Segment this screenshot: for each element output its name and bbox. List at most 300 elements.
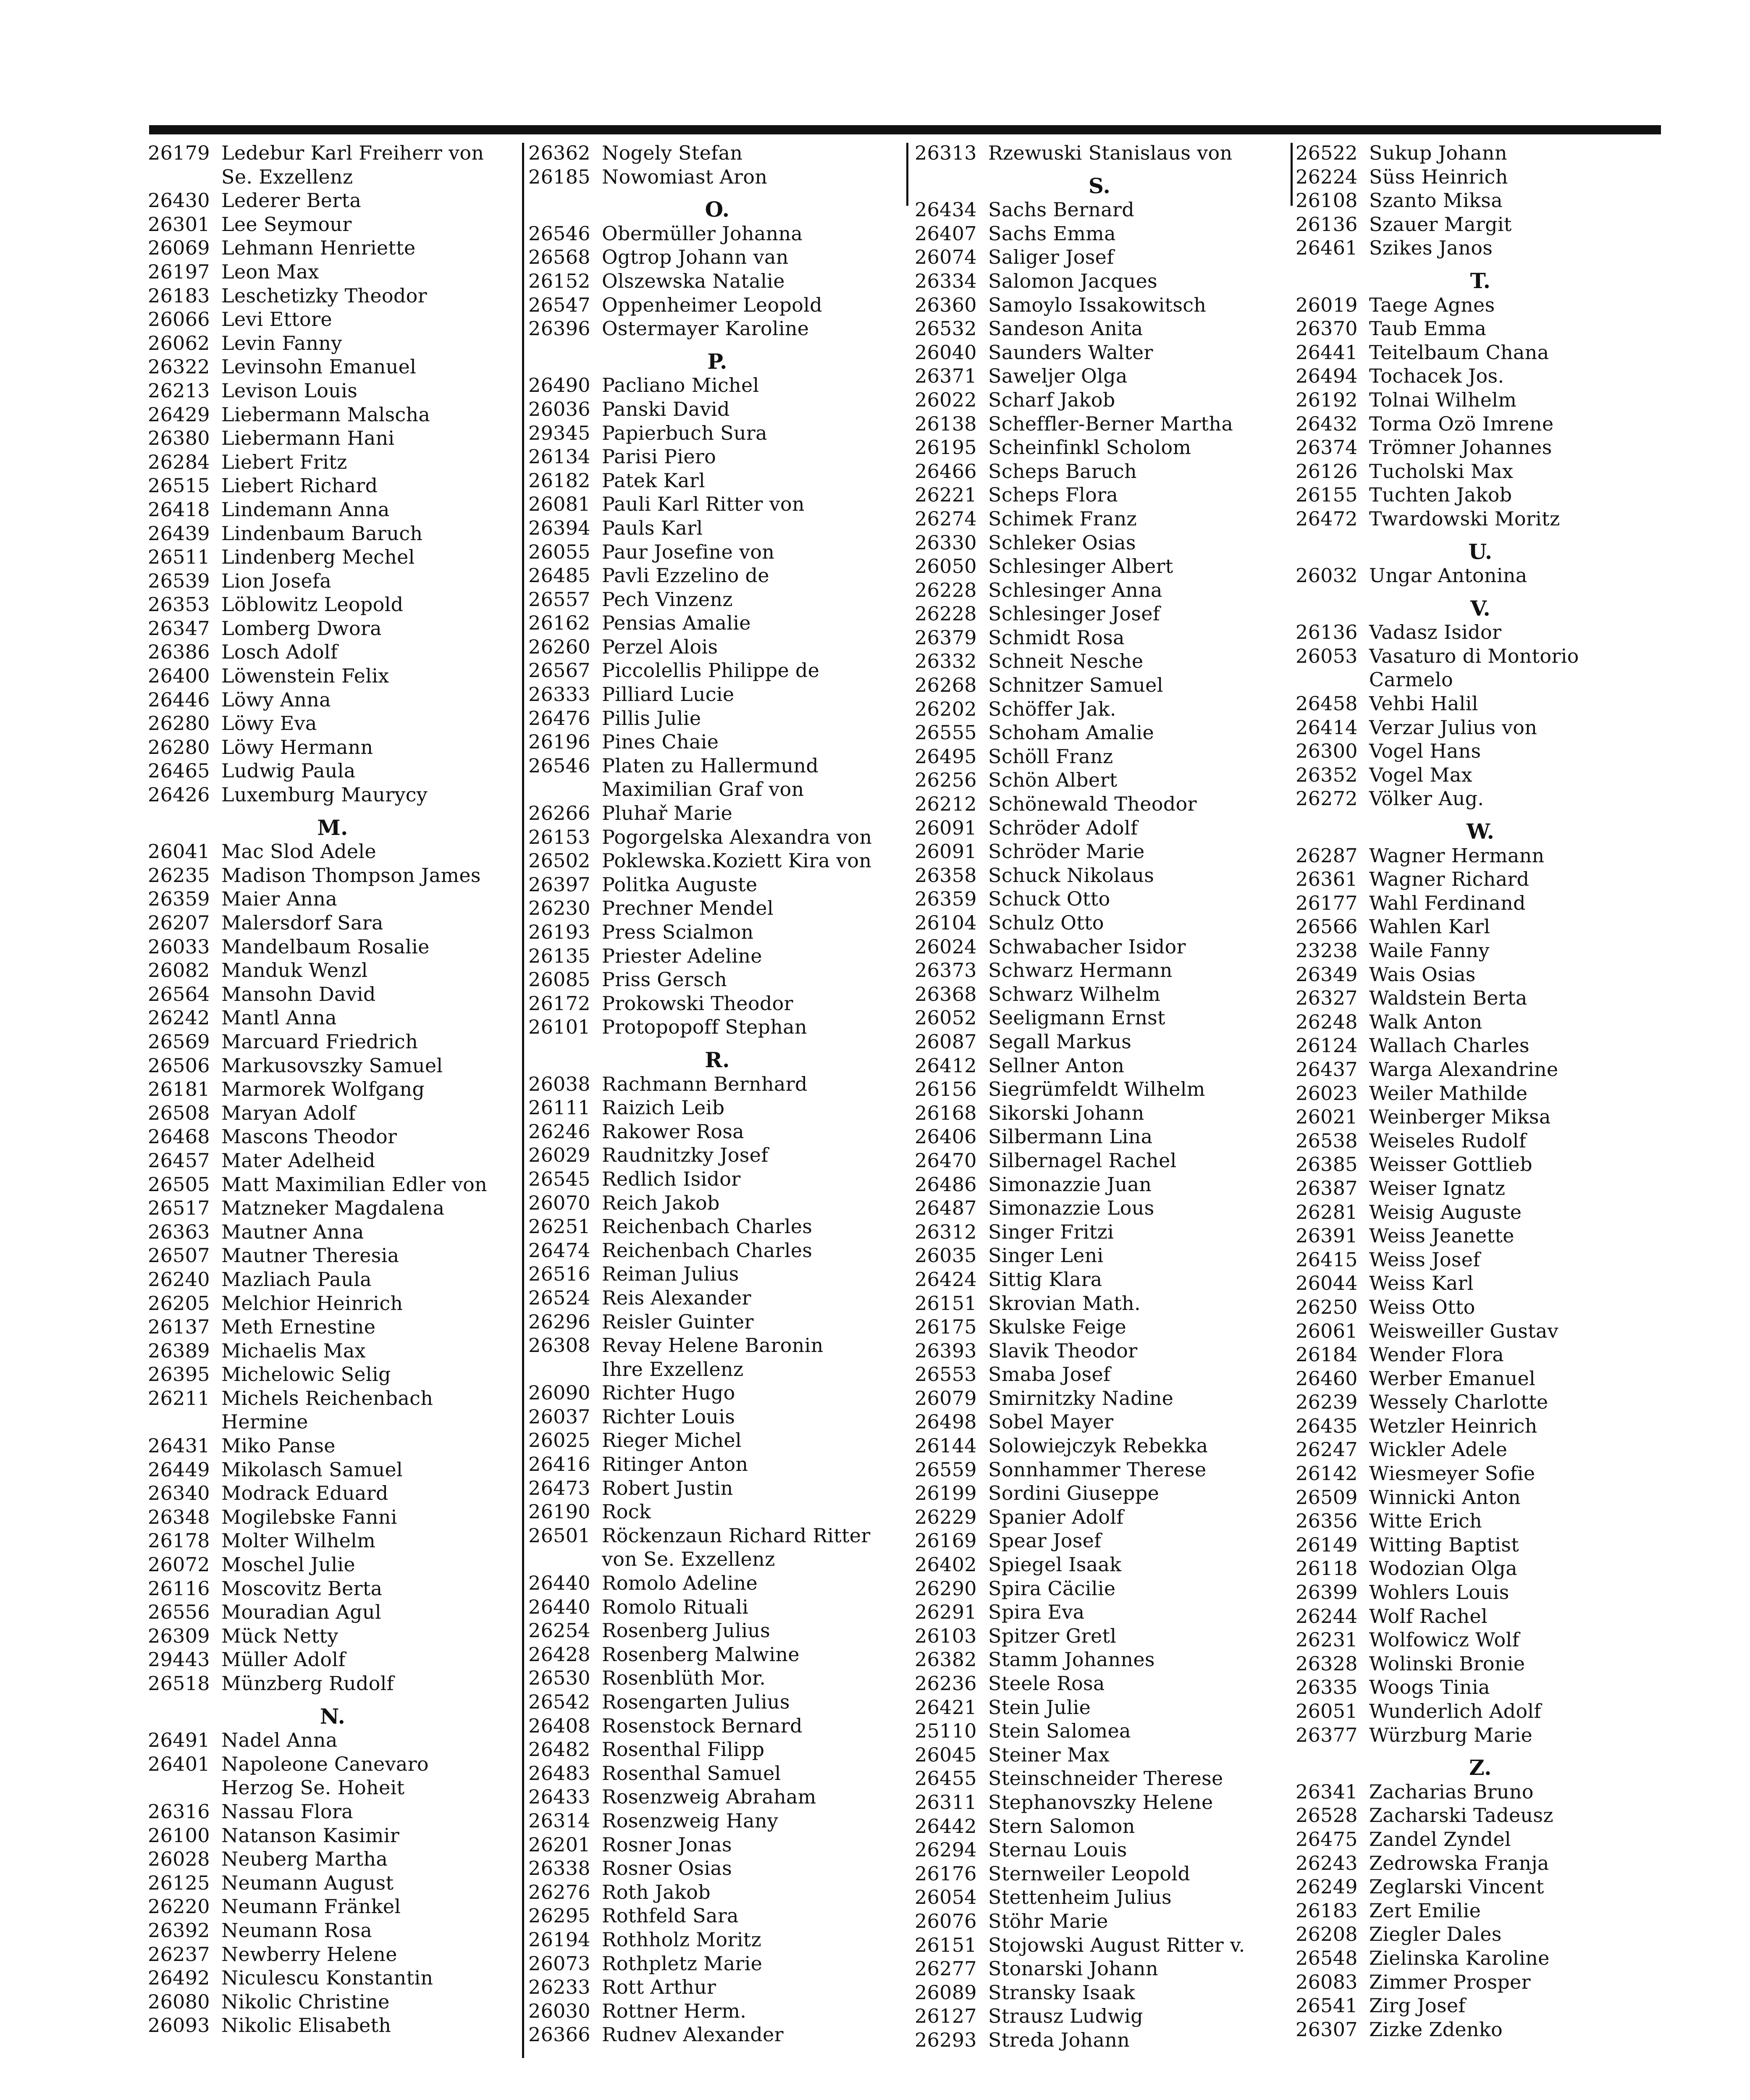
list-entry (528, 492, 906, 516)
list-entry (1296, 1509, 1665, 1533)
list-entry (528, 873, 906, 897)
entry-number: 26023 (1296, 1082, 1358, 1105)
entry-number: 26332 (915, 650, 977, 673)
entry-name: Szauer Margit (1369, 213, 1512, 236)
entry-number: 26254 (528, 1619, 590, 1642)
entry-number: 26515 (148, 474, 210, 497)
entry-number: 26194 (528, 1928, 590, 1951)
entry-name: Raizich Leib (602, 1096, 725, 1119)
list-entry (1296, 1803, 1665, 1827)
entry-number: 26397 (528, 873, 590, 896)
section-letter-heading: W. (1466, 819, 1495, 844)
list-entry (915, 792, 1284, 816)
list-entry (148, 1847, 517, 1871)
entry-number: 26530 (528, 1667, 590, 1690)
list-entry (528, 1524, 906, 1548)
list-entry (148, 1648, 517, 1672)
entry-name: Papierbuch Sura (602, 421, 767, 444)
entry-name: Rosenblüth Mor. (602, 1667, 766, 1690)
entry-name: Parisi Piero (602, 445, 716, 468)
entry-number: 26556 (148, 1601, 210, 1624)
entry-name: Wolf Rachel (1369, 1604, 1488, 1628)
entry-number: 26291 (915, 1601, 977, 1624)
list-entry (915, 1339, 1284, 1363)
entry-number: 26428 (528, 1643, 590, 1666)
entry-number: 26085 (528, 968, 590, 991)
name-column-2 (528, 141, 906, 2047)
entry-name: Müller Adolf (221, 1648, 346, 1671)
list-entry (148, 1577, 517, 1601)
entry-name: Steinschneider Therese (988, 1767, 1223, 1790)
entry-number: 26391 (1296, 1224, 1358, 1247)
list-entry (148, 213, 517, 236)
entry-name: Schön Albert (988, 769, 1118, 792)
list-entry (915, 1125, 1284, 1149)
entry-name: Weinberger Miksa (1369, 1105, 1551, 1129)
entry-name: Rosenberg Julius (602, 1619, 771, 1642)
entry-name: Nadel Anna (221, 1729, 338, 1752)
entry-number: 26244 (1296, 1604, 1358, 1628)
list-entry (148, 887, 517, 911)
entry-name: Mück Netty (221, 1624, 338, 1647)
entry-number: 26363 (148, 1220, 210, 1243)
list-entry (1296, 1105, 1665, 1129)
entry-number: 26359 (148, 887, 210, 911)
list-entry (915, 1030, 1284, 1054)
entry-name: Löwy Anna (221, 688, 331, 711)
list-entry (1296, 1152, 1665, 1176)
list-entry (528, 1928, 906, 1952)
entry-name: Rosengarten Julius (602, 1690, 790, 1713)
entry-name: Schöll Franz (988, 745, 1113, 768)
entry-name: Segall Markus (988, 1030, 1132, 1053)
entry-name: Ogtrop Johann van (602, 246, 789, 269)
list-entry (1296, 1970, 1665, 1994)
entry-number: 26491 (148, 1729, 210, 1752)
entry-number: 26408 (528, 1714, 590, 1737)
list-entry (528, 659, 906, 682)
entry-name: Reiman Julius (602, 1263, 739, 1286)
entry-name: Pavli Ezzelino de (602, 564, 769, 587)
entry-name: Reichenbach Charles (602, 1239, 813, 1262)
entry-name: Wodozian Olga (1369, 1557, 1517, 1580)
list-entry (1296, 739, 1665, 763)
list-entry (1296, 213, 1665, 236)
entry-number: 26087 (915, 1030, 977, 1053)
entry-number: 26231 (1296, 1628, 1358, 1651)
entry-name: Mautner Anna (221, 1220, 364, 1243)
entry-name: Newberry Helene (221, 1942, 397, 1966)
entry-number: 26424 (915, 1268, 977, 1291)
entry-name: Simonazzie Lous (988, 1197, 1154, 1220)
entry-name: Wolfowicz Wolf (1369, 1628, 1519, 1651)
list-entry (1296, 293, 1665, 317)
entry-number: 26220 (148, 1895, 210, 1918)
entry-number: 26490 (528, 374, 590, 397)
list-entry (1296, 1652, 1665, 1676)
list-entry (915, 864, 1284, 887)
entry-name: Marmorek Wolfgang (221, 1078, 425, 1101)
entry-number: 26201 (528, 1833, 590, 1856)
entry-number: 26366 (528, 2023, 590, 2046)
entry-name: Zacharski Tadeusz (1369, 1804, 1553, 1827)
entry-number: 26511 (148, 546, 210, 569)
entry-number: 26083 (1296, 1970, 1358, 1993)
list-entry (148, 331, 517, 355)
entry-number: 26091 (915, 816, 977, 839)
entry-number: 26455 (915, 1767, 977, 1790)
entry-number: 26399 (1296, 1581, 1358, 1604)
entry-number: 26501 (528, 1524, 590, 1547)
entry-name: Szikes Janos (1369, 236, 1493, 260)
entry-number: 26230 (528, 897, 590, 920)
list-entry (1296, 787, 1665, 811)
entry-name: Rakower Rosa (602, 1120, 744, 1143)
entry-name: Pluhař Marie (602, 802, 733, 825)
entry-name: Mansohn David (221, 982, 376, 1005)
entry-number: 26193 (528, 921, 590, 943)
entry-name: Wahlen Karl (1369, 915, 1490, 938)
list-entry (1296, 1271, 1665, 1295)
entry-number: 26301 (148, 213, 210, 236)
entry-name: Röckenzaun Richard Ritter (602, 1524, 871, 1547)
entry-number: 26568 (528, 246, 590, 269)
entry-name: Pech Vinzenz (602, 588, 733, 611)
list-entry (528, 1310, 906, 1334)
list-entry (148, 474, 517, 498)
entry-name: Steiner Max (988, 1743, 1110, 1766)
list-entry (1296, 341, 1665, 365)
entry-name: Mater Adelheid (221, 1149, 375, 1172)
entry-name: Weisser Gottlieb (1369, 1153, 1532, 1176)
entry-number: 26294 (915, 1838, 977, 1861)
entry-name: Vehbi Halil (1369, 692, 1478, 715)
entry-number: 26362 (528, 142, 590, 164)
entry-number: 26334 (915, 269, 977, 292)
entry-name: Lomberg Dwora (221, 617, 382, 640)
entry-name: Spitzer Gretl (988, 1624, 1117, 1647)
entry-name: Zert Emilie (1369, 1899, 1481, 1922)
entry-number: 26432 (1296, 412, 1358, 435)
entry-name: Walk Anton (1369, 1010, 1482, 1033)
list-entry (528, 801, 906, 825)
entry-name: Leon Max (221, 260, 319, 283)
list-entry (148, 1990, 517, 2014)
entry-name: Witting Baptist (1369, 1533, 1519, 1556)
entry-name: Mandelbaum Rosalie (221, 935, 430, 958)
entry-name: Weiss Jeanette (1369, 1224, 1514, 1247)
list-entry (1296, 1486, 1665, 1509)
entry-name: Liebert Richard (221, 474, 378, 497)
entry-name: Rachmann Bernhard (602, 1072, 808, 1095)
entry-number: 26250 (1296, 1295, 1358, 1318)
entry-name: Lindemann Anna (221, 498, 390, 521)
entry-number: 26162 (528, 612, 590, 635)
entry-name: Scheps Flora (988, 483, 1118, 507)
entry-number: 26276 (528, 1880, 590, 1903)
entry-number: 26359 (915, 887, 977, 911)
entry-name: Smaba Josef (988, 1363, 1111, 1386)
entry-name: Lindenbaum Baruch (221, 522, 423, 545)
entry-number: 26506 (148, 1054, 210, 1077)
entry-name: Rosner Osias (602, 1857, 732, 1880)
list-entry (1296, 412, 1665, 436)
list-entry (528, 540, 906, 564)
section-letter-heading: U. (1468, 539, 1493, 564)
entry-name: Winnicki Anton (1369, 1486, 1521, 1509)
entry-name: Rosenthal Filipp (602, 1738, 765, 1761)
entry-number: 26138 (915, 412, 977, 435)
entry-name: Molter Wilhelm (221, 1529, 376, 1552)
entry-name: Levin Fanny (221, 331, 342, 354)
entry-name: Singer Leni (988, 1244, 1104, 1267)
list-entry (915, 293, 1284, 317)
entry-number: 26134 (528, 445, 590, 468)
entry-number: 26348 (148, 1505, 210, 1528)
entry-name: Lee Seymour (221, 213, 352, 236)
list-entry (148, 1006, 517, 1030)
entry-name: Weiler Mathilde (1369, 1082, 1528, 1105)
entry-number: 26316 (148, 1800, 210, 1823)
entry-number: 26311 (915, 1790, 977, 1814)
list-entry (148, 1895, 517, 1919)
entry-name: Vogel Max (1369, 763, 1472, 786)
entry-name: Sukup Johann (1369, 142, 1507, 164)
entry-number: 26356 (1296, 1509, 1358, 1533)
entry-number: 26104 (915, 911, 977, 934)
list-entry (1296, 1390, 1665, 1414)
entry-number: 26040 (915, 341, 977, 364)
entry-name: Schlesinger Anna (988, 578, 1162, 601)
entry-name: Salomon Jacques (988, 269, 1157, 292)
entry-name: Michelowic Selig (221, 1363, 391, 1386)
entry-number: 26183 (148, 284, 210, 307)
entry-name: Rottner Herm. (602, 1999, 747, 2022)
entry-number: 26152 (528, 269, 590, 292)
list-entry (915, 1006, 1284, 1030)
entry-name: Schröder Adolf (988, 816, 1138, 839)
list-entry (1296, 564, 1665, 588)
list-entry (148, 1624, 517, 1648)
entry-number: 26293 (915, 2028, 977, 2051)
entry-number: 26498 (915, 1410, 977, 1433)
list-entry (148, 545, 517, 569)
entry-name: Neumann August (221, 1871, 394, 1894)
entry-number: 26472 (1296, 507, 1358, 530)
list-entry (915, 911, 1284, 935)
list-entry (915, 1814, 1284, 1838)
list-entry (148, 840, 517, 864)
entry-number: 26192 (1296, 388, 1358, 411)
entry-name: Rott Arthur (602, 1976, 716, 1999)
list-entry (915, 697, 1284, 721)
entry-number: 26485 (528, 564, 590, 587)
entry-number: 26522 (1296, 142, 1358, 164)
entry-continuation: Ihre Exzellenz (602, 1357, 744, 1381)
list-entry (528, 1143, 906, 1167)
list-entry (148, 498, 517, 522)
entry-name: Weiss Otto (1369, 1295, 1475, 1318)
entry-number: 26352 (1296, 763, 1358, 786)
entry-name: Press Scialmon (602, 921, 754, 943)
entry-name: Maryan Adolf (221, 1101, 356, 1124)
section-spacer (148, 807, 517, 816)
entry-number: 26135 (528, 944, 590, 967)
section-letter-heading: O. (705, 197, 730, 222)
entry-number: 23238 (1296, 939, 1358, 962)
entry-name: Wais Osias (1369, 963, 1476, 986)
entry-name: Schuck Nikolaus (988, 864, 1154, 887)
entry-number: 26025 (528, 1429, 590, 1452)
section-spacer (1296, 260, 1665, 269)
entry-name: Weiss Karl (1369, 1272, 1474, 1295)
list-entry (915, 1957, 1284, 1981)
list-entry (148, 1529, 517, 1553)
list-entry (148, 1077, 517, 1101)
list-entry (1296, 1200, 1665, 1224)
entry-name: Weisweiller Gustav (1369, 1319, 1558, 1342)
entry-name: Löwy Hermann (221, 735, 373, 759)
list-entry (528, 1015, 906, 1039)
list-entry (915, 1838, 1284, 1862)
list-entry (1296, 1875, 1665, 1899)
entry-number: 26434 (915, 198, 977, 221)
entry-name: Löwy Eva (221, 712, 317, 735)
list-entry (915, 1244, 1284, 1268)
entry-continuation: Se. Exzellenz (221, 165, 353, 188)
entry-name: Singer Fritzi (988, 1220, 1114, 1243)
entry-number: 26091 (915, 840, 977, 863)
entry-number: 26196 (528, 730, 590, 753)
entry-number: 26155 (1296, 483, 1358, 507)
list-entry (148, 1220, 517, 1244)
entry-number: 26118 (1296, 1557, 1358, 1580)
entry-continuation: Herzog Se. Hoheit (221, 1776, 405, 1799)
list-entry (915, 1696, 1284, 1719)
entry-name: Malersdorf Sara (221, 911, 383, 934)
entry-number: 26564 (148, 982, 210, 1005)
entry-name: Melchior Heinrich (221, 1292, 403, 1315)
entry-name: Pines Chaie (602, 730, 719, 753)
list-entry (915, 1790, 1284, 1814)
entry-name: Spanier Adolf (988, 1505, 1124, 1528)
list-entry (148, 403, 517, 427)
entry-name: Marcuard Friedrich (221, 1030, 418, 1053)
list-entry (528, 469, 906, 493)
list-entry (1296, 1851, 1665, 1875)
entry-name: Vasaturo di Montorio (1369, 644, 1579, 667)
list-entry (1296, 986, 1665, 1010)
entry-name: Warga Alexandrine (1369, 1058, 1558, 1081)
entry-name: Sobel Mayer (988, 1410, 1114, 1433)
entry-name: Schleker Osias (988, 531, 1136, 554)
entry-number: 26386 (148, 640, 210, 664)
entry-number: 26045 (915, 1743, 977, 1766)
list-entry (528, 682, 906, 706)
entry-name: Skulske Feige (988, 1315, 1126, 1339)
entry-number: 26416 (528, 1453, 590, 1476)
list-entry (915, 436, 1284, 459)
list-entry (528, 920, 906, 944)
entry-number: 26402 (915, 1553, 977, 1576)
entry-number: 26380 (148, 427, 210, 450)
entry-number: 26392 (148, 1919, 210, 1942)
list-entry (915, 1292, 1284, 1315)
entry-name: Napoleone Canevaro (221, 1752, 429, 1775)
entry-number: 26272 (1296, 787, 1358, 810)
entry-number: 26233 (528, 1976, 590, 1999)
entry-name: Solowiejczyk Rebekka (988, 1434, 1208, 1457)
list-entry (915, 1362, 1284, 1386)
list-entry (148, 783, 517, 807)
entry-name: Robert Justin (602, 1476, 733, 1499)
entry-name: Rosenzweig Hany (602, 1809, 779, 1832)
entry-number: 26033 (148, 935, 210, 958)
list-entry (528, 1428, 906, 1452)
entry-number: 26308 (528, 1334, 590, 1357)
list-entry (915, 649, 1284, 673)
entry-number: 26190 (528, 1500, 590, 1523)
list-entry (528, 1856, 906, 1880)
list-entry (915, 935, 1284, 959)
entry-name: Zizke Zdenko (1369, 2018, 1503, 2041)
list-entry (1296, 763, 1665, 787)
entry-number: 26169 (915, 1529, 977, 1552)
list-entry (1296, 364, 1665, 388)
entry-number: 26441 (1296, 341, 1358, 364)
entry-number: 29345 (528, 421, 590, 444)
entry-number: 26541 (1296, 1994, 1358, 2017)
entry-number: 26482 (528, 1738, 590, 1761)
list-entry (148, 735, 517, 759)
entry-number: 26370 (1296, 317, 1358, 340)
list-entry (528, 754, 906, 778)
entry-name: Schwabacher Isidor (988, 935, 1186, 958)
entry-name: Stamm Johannes (988, 1648, 1155, 1671)
entry-number: 26035 (915, 1244, 977, 1267)
entry-name: Priss Gersch (602, 968, 727, 991)
entry-number: 26183 (1296, 1899, 1358, 1922)
entry-name: Rock (602, 1500, 651, 1523)
entry-number: 26516 (528, 1263, 590, 1286)
list-entry (1296, 867, 1665, 891)
entry-name: Rieger Michel (602, 1429, 742, 1452)
entry-number: 26224 (1296, 165, 1358, 188)
entry-name: Schröder Marie (988, 840, 1145, 863)
entry-name: Slavik Theodor (988, 1339, 1138, 1362)
list-entry (148, 1196, 517, 1220)
list-entry (148, 593, 517, 617)
entry-number: 26430 (148, 189, 210, 212)
entry-number: 26421 (915, 1696, 977, 1719)
list-entry (528, 165, 906, 189)
list-entry (528, 1880, 906, 1904)
entry-number: 26176 (915, 1862, 977, 1885)
entry-number: 26243 (1296, 1851, 1358, 1874)
entry-name: Wolinski Bronie (1369, 1652, 1525, 1675)
entry-name: Sellner Anton (988, 1054, 1125, 1077)
entry-name: Rosenzweig Abraham (602, 1785, 816, 1809)
list-entry (528, 317, 906, 341)
entry-number: 26470 (915, 1149, 977, 1172)
list-entry (528, 1690, 906, 1714)
entry-name: Taub Emma (1369, 317, 1487, 340)
entry-number: 26368 (915, 982, 977, 1005)
entry-number: 26207 (148, 911, 210, 934)
list-entry (528, 245, 906, 269)
entry-number: 26509 (1296, 1486, 1358, 1509)
list-entry (148, 1054, 517, 1078)
